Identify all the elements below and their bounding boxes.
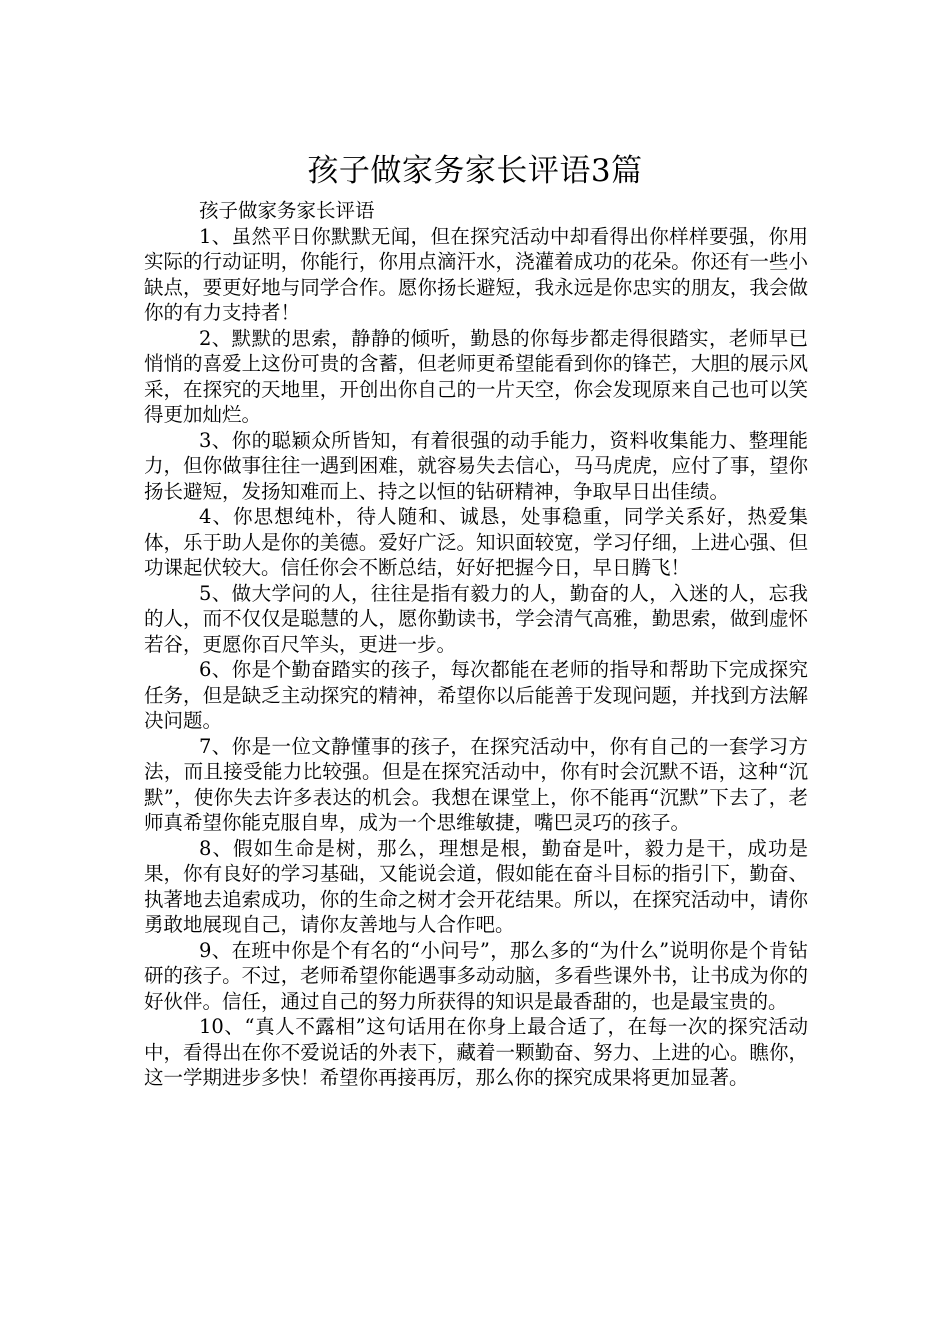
comment-paragraph-8: 8、假如生命是树，那么，理想是根，勤奋是叶，毅力是干，成功是果，你有良好的学习基础，又能说会道，假如能在奋斗目标的指引下，勤奋、执著地去追索成功，你的生命之树才会开花结果。所以，在探究活动中，请你勇敢地展现自己，请你友善地与人合作吧。 [144,836,808,936]
comment-paragraph-5: 5、做大学问的人，往往是指有毅力的人，勤奋的人，入迷的人，忘我的人，而不仅仅是聪慧的人，愿你勤读书，学会清气高雅，勤思索，做到虚怀若谷，更愿你百尺竿头，更进一步。 [144,581,808,656]
document-title: 孩子做家务家长评语3篇 [307,152,643,189]
comment-paragraph-4: 4、你思想纯朴，待人随和、诚恳，处事稳重，同学关系好，热爱集体，乐于助人是你的美德。爱好广泛。知识面较宽，学习仔细，上进心强、但功课起伏较大。信任你会不断总结，好好把握今日，早日腾飞！ [144,505,808,579]
document-body [144,198,808,1091]
comment-paragraph-10: 10、“真人不露相”这句话用在你身上最合适了，在每一次的探究活动中，看得出在你不爱说话的外表下，藏着一颗勤奋、努力、上进的心。瞧你，这一学期进步多快！希望你再接再厉，那么你的探究成果将更加显著。 [144,1015,808,1089]
comment-paragraph-7: 7、你是一位文静懂事的孩子，在探究活动中，你有自己的一套学习方法，而且接受能力比较强。但是在探究活动中，你有时会沉默不语，这种“沉默”，使你失去许多表达的机会。我想在课堂上，你不能再“沉默”下去了，老师真希望你能克服自卑，成为一个思维敏捷，嘴巴灵巧的孩子。 [144,734,808,834]
comment-paragraph-6: 6、你是个勤奋踏实的孩子，每次都能在老师的指导和帮助下完成探究任务，但是缺乏主动探究的精神，希望你以后能善于发现问题，并找到方法解决问题。 [144,658,808,732]
document-subtitle: 孩子做家务家长评语 [199,199,375,222]
comment-paragraph-2: 2、默默的思索，静静的倾听，勤恳的你每步都走得很踏实，老师早已悄悄的喜爱上这份可贵的含蓄，但老师更希望能看到你的锋芒，大胆的展示风采，在探究的天地里，开创出你自己的一片天空，你会发现原来自己也可以笑得更加灿烂。 [144,326,808,426]
comment-paragraph-3: 3、你的聪颖众所皆知，有着很强的动手能力，资料收集能力、整理能力，但你做事往往一遇到困难，就容易失去信心，马马虎虎，应付了事，望你扬长避短，发扬知难而上、持之以恒的钻研精神，争取早日出佳绩。 [144,428,808,503]
comment-paragraph-9: 9、在班中你是个有名的“小问号”，那么多的“为什么”说明你是个肯钻研的孩子。不过，老师希望你能遇事多动动脑，多看些课外书，让书成为你的好伙伴。信任，通过自己的努力所获得的知识是最香甜的，也是最宝贵的。 [144,938,808,1013]
comment-paragraph-1: 1、虽然平日你默默无闻，但在探究活动中却看得出你样样要强，你用实际的行动证明，你能行，你用点滴汗水，浇灌着成功的花朵。你还有一些小缺点，要更好地与同学合作。愿你扬长避短，我永远是你忠实的朋友，我会做你的有力支持者！ [144,224,808,324]
